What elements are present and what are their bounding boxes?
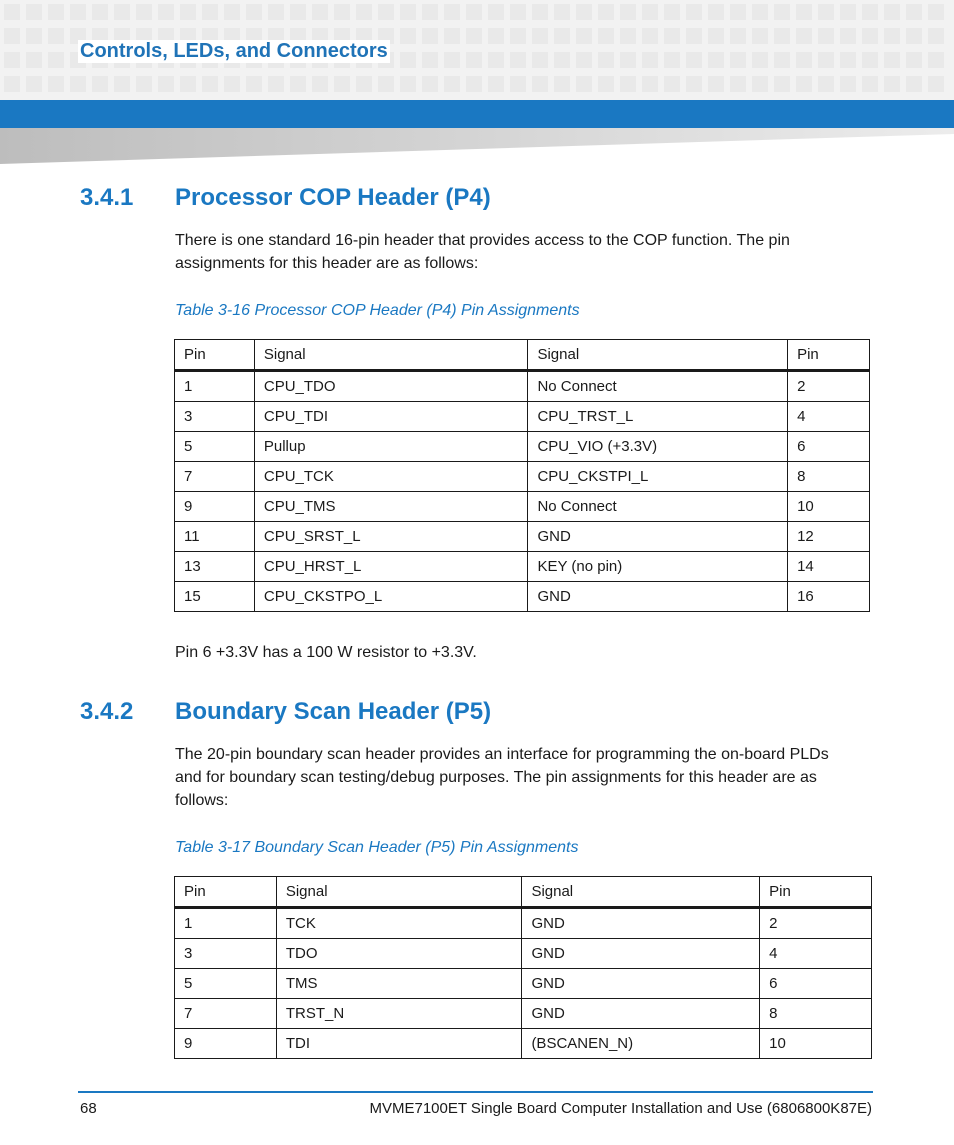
pattern-square	[136, 76, 152, 92]
pattern-square	[312, 4, 328, 20]
pattern-square	[554, 52, 570, 68]
pattern-row	[4, 4, 944, 20]
table-cell: 8	[788, 462, 870, 492]
pattern-square	[862, 52, 878, 68]
pattern-square	[532, 28, 548, 44]
footer-rule	[78, 1091, 873, 1093]
table-cell: 14	[788, 552, 870, 582]
table-cell: 7	[175, 462, 255, 492]
column-header: Pin	[788, 340, 870, 371]
pattern-square	[444, 52, 460, 68]
pattern-square	[664, 52, 680, 68]
table-row	[175, 371, 870, 402]
pattern-square	[774, 28, 790, 44]
pattern-square	[620, 28, 636, 44]
section-intro	[175, 743, 875, 812]
table-cell: 1	[175, 908, 277, 939]
table-header-row	[175, 340, 870, 371]
chapter-title: Controls, LEDs, and Connectors	[80, 40, 388, 62]
table-cell: 2	[760, 908, 872, 939]
pattern-square	[862, 76, 878, 92]
pattern-square	[26, 4, 42, 20]
pattern-square	[642, 28, 658, 44]
table-row	[175, 552, 870, 582]
pattern-square	[884, 4, 900, 20]
pattern-square	[928, 52, 944, 68]
pattern-square	[664, 28, 680, 44]
pattern-square	[26, 28, 42, 44]
column-header: Pin	[175, 340, 255, 371]
pattern-square	[884, 52, 900, 68]
pattern-square	[444, 4, 460, 20]
pattern-square	[202, 76, 218, 92]
table-cell: No Connect	[528, 371, 788, 402]
pattern-square	[422, 76, 438, 92]
section-title: Processor COP Header (P4)	[175, 184, 491, 211]
pattern-square	[862, 28, 878, 44]
table-cell: TDI	[276, 1029, 522, 1059]
pattern-square	[708, 4, 724, 20]
table-cell: 13	[175, 552, 255, 582]
table-cell: CPU_CKSTPI_L	[528, 462, 788, 492]
pattern-square	[730, 52, 746, 68]
pattern-square	[686, 4, 702, 20]
pattern-square	[224, 76, 240, 92]
pattern-square	[906, 52, 922, 68]
pattern-square	[774, 52, 790, 68]
pattern-square	[840, 4, 856, 20]
table-cell: 4	[788, 402, 870, 432]
pattern-square	[510, 4, 526, 20]
pattern-square	[92, 4, 108, 20]
table-cell: 15	[175, 582, 255, 612]
intro-line: The 20-pin boundary scan header provides an interface for programming the on-board PLDs	[175, 746, 829, 763]
header-gray-wedge	[0, 128, 954, 164]
pattern-square	[4, 76, 20, 92]
table-cell: 12	[788, 522, 870, 552]
pattern-square	[686, 52, 702, 68]
pattern-square	[686, 76, 702, 92]
pattern-square	[642, 4, 658, 20]
column-header: Signal	[276, 877, 522, 908]
pattern-square	[334, 4, 350, 20]
pattern-square	[48, 76, 64, 92]
pattern-square	[840, 52, 856, 68]
pattern-square	[488, 76, 504, 92]
section-intro: There is one standard 16-pin header that provides access to the COP function. The pin assignments for this header are as follows:	[175, 232, 790, 272]
pattern-square	[752, 4, 768, 20]
pattern-square	[620, 4, 636, 20]
pattern-square	[906, 4, 922, 20]
pattern-square	[708, 28, 724, 44]
pattern-square	[642, 76, 658, 92]
pattern-square	[928, 76, 944, 92]
table-cell: GND	[522, 908, 760, 939]
pattern-square	[818, 76, 834, 92]
pattern-square	[180, 76, 196, 92]
pattern-square	[246, 4, 262, 20]
table-cell: 4	[760, 939, 872, 969]
pattern-square	[532, 52, 548, 68]
table-row	[175, 402, 870, 432]
pattern-square	[224, 4, 240, 20]
pattern-square	[48, 4, 64, 20]
table-row	[175, 432, 870, 462]
pattern-square	[202, 4, 218, 20]
table-cell: TDO	[276, 939, 522, 969]
pattern-square	[598, 28, 614, 44]
pattern-square	[532, 76, 548, 92]
table-row	[175, 462, 870, 492]
pattern-square	[708, 76, 724, 92]
pattern-square	[576, 76, 592, 92]
pattern-square	[818, 28, 834, 44]
table-cell: CPU_TRST_L	[528, 402, 788, 432]
pattern-square	[818, 4, 834, 20]
page-number: 68	[80, 1100, 97, 1117]
pattern-square	[48, 52, 64, 68]
pattern-square	[26, 52, 42, 68]
table-caption: Table 3-16 Processor COP Header (P4) Pin Assignments	[175, 302, 580, 319]
pattern-square	[268, 4, 284, 20]
pattern-square	[488, 4, 504, 20]
pattern-square	[840, 28, 856, 44]
pattern-square	[576, 28, 592, 44]
table-cell: GND	[522, 969, 760, 999]
resistor-note: Pin 6 +3.3V has a 100 W resistor to +3.3V.	[175, 644, 477, 661]
table-cell: 8	[760, 999, 872, 1029]
pattern-square	[422, 4, 438, 20]
boundary-scan-pin-table	[174, 876, 872, 1059]
table-cell: GND	[522, 999, 760, 1029]
pattern-square	[884, 28, 900, 44]
intro-line: follows:	[175, 792, 229, 809]
table-row	[175, 939, 872, 969]
pattern-square	[730, 76, 746, 92]
table-cell: 3	[175, 939, 277, 969]
table-cell: 9	[175, 1029, 277, 1059]
table-cell: 7	[175, 999, 277, 1029]
pattern-square	[400, 52, 416, 68]
pattern-square	[818, 52, 834, 68]
pattern-square	[796, 52, 812, 68]
table-cell: 6	[760, 969, 872, 999]
table-row	[175, 999, 872, 1029]
pattern-square	[576, 4, 592, 20]
pattern-square	[4, 4, 20, 20]
pattern-square	[444, 76, 460, 92]
pattern-square	[598, 76, 614, 92]
pattern-square	[312, 76, 328, 92]
table-cell: 9	[175, 492, 255, 522]
table-cell: No Connect	[528, 492, 788, 522]
section-heading-cop	[80, 184, 491, 212]
intro-line: and for boundary scan testing/debug purposes. The pin assignments for this header are as	[175, 769, 817, 786]
pattern-square	[664, 76, 680, 92]
table-cell: 3	[175, 402, 255, 432]
pattern-square	[26, 76, 42, 92]
pattern-square	[356, 76, 372, 92]
table-cell: CPU_VIO (+3.3V)	[528, 432, 788, 462]
pattern-square	[114, 4, 130, 20]
table-cell: 2	[788, 371, 870, 402]
document-title: MVME7100ET Single Board Computer Installation and Use (6806800K87E)	[369, 1100, 872, 1117]
pattern-square	[884, 76, 900, 92]
table-cell: Pullup	[254, 432, 528, 462]
table-row	[175, 969, 872, 999]
table-cell: CPU_TCK	[254, 462, 528, 492]
pattern-square	[444, 28, 460, 44]
pattern-square	[576, 52, 592, 68]
pattern-square	[554, 76, 570, 92]
pattern-square	[862, 4, 878, 20]
pattern-square	[400, 28, 416, 44]
pattern-square	[510, 28, 526, 44]
table-row	[175, 492, 870, 522]
pattern-square	[92, 76, 108, 92]
pattern-square	[422, 52, 438, 68]
pattern-square	[642, 52, 658, 68]
pattern-square	[70, 76, 86, 92]
table-cell: 16	[788, 582, 870, 612]
table-row	[175, 522, 870, 552]
table-cell: TMS	[276, 969, 522, 999]
column-header: Signal	[254, 340, 528, 371]
table-cell: TCK	[276, 908, 522, 939]
pattern-square	[840, 76, 856, 92]
pattern-square	[70, 4, 86, 20]
pattern-square	[664, 4, 680, 20]
pattern-square	[906, 28, 922, 44]
pattern-square	[114, 76, 130, 92]
pattern-square	[356, 4, 372, 20]
pattern-square	[620, 52, 636, 68]
pattern-square	[422, 28, 438, 44]
table-cell: GND	[522, 939, 760, 969]
column-header: Signal	[522, 877, 760, 908]
section-number: 3.4.2	[80, 698, 134, 725]
pattern-square	[466, 28, 482, 44]
pattern-square	[752, 76, 768, 92]
cop-pin-table	[174, 339, 870, 612]
table-cell: KEY (no pin)	[528, 552, 788, 582]
pattern-square	[334, 76, 350, 92]
table-cell: CPU_HRST_L	[254, 552, 528, 582]
table-cell: 10	[760, 1029, 872, 1059]
pattern-square	[466, 76, 482, 92]
table-cell: GND	[528, 582, 788, 612]
pattern-square	[400, 76, 416, 92]
pattern-square	[598, 4, 614, 20]
pattern-square	[466, 52, 482, 68]
table-row	[175, 1029, 872, 1059]
pattern-square	[774, 4, 790, 20]
header-blue-band	[0, 100, 954, 128]
pattern-square	[488, 52, 504, 68]
pattern-square	[752, 52, 768, 68]
pattern-square	[796, 28, 812, 44]
pattern-square	[730, 4, 746, 20]
pattern-square	[532, 4, 548, 20]
pattern-square	[510, 52, 526, 68]
table-cell: 1	[175, 371, 255, 402]
table-row	[175, 582, 870, 612]
pattern-square	[928, 28, 944, 44]
pattern-square	[466, 4, 482, 20]
pattern-square	[906, 76, 922, 92]
table-cell: 5	[175, 969, 277, 999]
table-row	[175, 908, 872, 939]
pattern-square	[158, 4, 174, 20]
pattern-square	[730, 28, 746, 44]
pattern-square	[554, 4, 570, 20]
pattern-square	[510, 76, 526, 92]
table-cell: CPU_TDI	[254, 402, 528, 432]
column-header: Pin	[760, 877, 872, 908]
pattern-square	[4, 52, 20, 68]
table-cell: CPU_SRST_L	[254, 522, 528, 552]
table-cell: 11	[175, 522, 255, 552]
table-cell: 10	[788, 492, 870, 522]
pattern-square	[554, 28, 570, 44]
pattern-square	[796, 4, 812, 20]
pattern-row	[4, 76, 944, 92]
section-title: Boundary Scan Header (P5)	[175, 698, 492, 725]
pattern-square	[774, 76, 790, 92]
pattern-square	[620, 76, 636, 92]
table-cell: CPU_TDO	[254, 371, 528, 402]
table-cell: TRST_N	[276, 999, 522, 1029]
pattern-square	[180, 4, 196, 20]
pattern-square	[752, 28, 768, 44]
pattern-square	[928, 4, 944, 20]
table-cell: (BSCANEN_N)	[522, 1029, 760, 1059]
pattern-square	[48, 28, 64, 44]
section-number: 3.4.1	[80, 184, 134, 211]
pattern-square	[290, 76, 306, 92]
pattern-square	[686, 28, 702, 44]
pattern-square	[400, 4, 416, 20]
pattern-square	[598, 52, 614, 68]
pattern-square	[290, 4, 306, 20]
pattern-square	[488, 28, 504, 44]
table-cell: 6	[788, 432, 870, 462]
column-header: Pin	[175, 877, 277, 908]
column-header: Signal	[528, 340, 788, 371]
table-cell: GND	[528, 522, 788, 552]
table-cell: CPU_CKSTPO_L	[254, 582, 528, 612]
pattern-square	[796, 76, 812, 92]
table-cell: CPU_TMS	[254, 492, 528, 522]
pattern-square	[378, 4, 394, 20]
pattern-square	[158, 76, 174, 92]
pattern-square	[268, 76, 284, 92]
pattern-square	[4, 28, 20, 44]
section-heading-boundary-scan	[80, 698, 491, 726]
pattern-square	[246, 76, 262, 92]
pattern-square	[708, 52, 724, 68]
table-header-row	[175, 877, 872, 908]
pattern-square	[378, 76, 394, 92]
table-cell: 5	[175, 432, 255, 462]
table-caption: Table 3-17 Boundary Scan Header (P5) Pin Assignments	[175, 839, 579, 856]
pattern-square	[136, 4, 152, 20]
